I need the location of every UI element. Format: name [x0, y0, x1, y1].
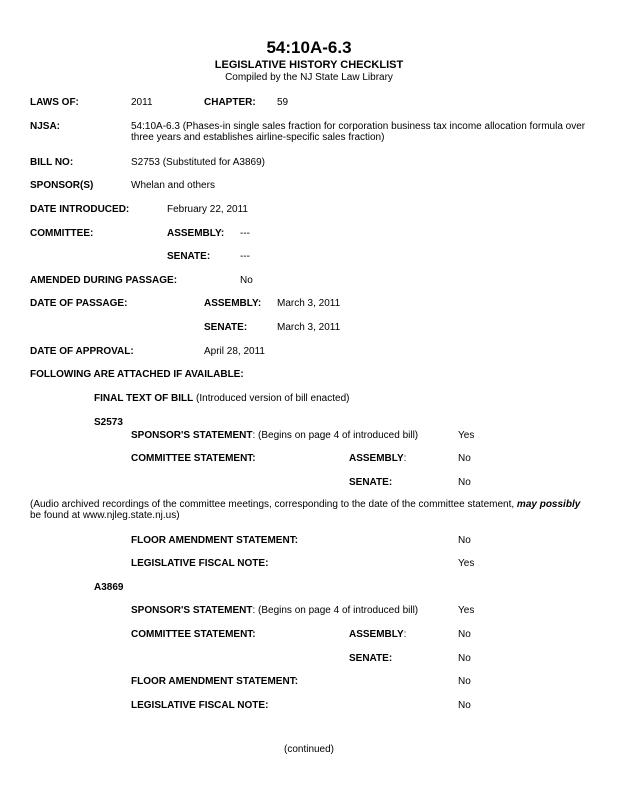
- s2573-sponsor-statement-label: SPONSOR'S STATEMENT: [131, 430, 253, 441]
- s2573-sponsor-statement-note: : (Begins on page 4 of introduced bill): [252, 430, 419, 441]
- s2573-sponsor-statement-value: Yes: [458, 430, 475, 441]
- passage-senate-value: March 3, 2011: [277, 322, 341, 333]
- amended-value: No: [240, 275, 253, 286]
- a3869-sponsor-statement-value: Yes: [458, 605, 475, 616]
- s2573-senate-value: No: [458, 477, 471, 488]
- date-of-passage-label: DATE OF PASSAGE:: [30, 298, 128, 309]
- chapter-value: 59: [277, 97, 289, 108]
- committee-assembly-value: ---: [240, 228, 250, 239]
- s2573-assembly-value: No: [458, 453, 471, 464]
- a3869-floor-label: FLOOR AMENDMENT STATEMENT:: [131, 676, 299, 687]
- a3869-sponsor-statement-note: : (Begins on page 4 of introduced bill): [252, 605, 419, 616]
- date-of-approval-label: DATE OF APPROVAL:: [30, 346, 134, 357]
- s2573-fiscal-value: Yes: [458, 558, 475, 569]
- audio-note-line2: be found at www.njleg.state.nj.us): [30, 510, 180, 521]
- a3869-heading: A3869: [94, 582, 124, 593]
- committee-senate-label: SENATE:: [167, 251, 211, 262]
- page-subtitle: LEGISLATIVE HISTORY CHECKLIST: [214, 59, 404, 71]
- final-text-row: [94, 393, 349, 405]
- s2573-committee-label: COMMITTEE STATEMENT:: [131, 453, 256, 464]
- a3869-senate-value: No: [458, 653, 471, 664]
- a3869-assembly-label: ASSEMBLY: [349, 629, 404, 640]
- final-text-label: FINAL TEXT OF BILL: [94, 393, 194, 404]
- committee-assembly-label: ASSEMBLY:: [167, 228, 225, 239]
- sponsor-value: Whelan and others: [131, 180, 215, 191]
- a3869-fiscal-value: No: [458, 700, 471, 711]
- a3869-fiscal-label: LEGISLATIVE FISCAL NOTE:: [131, 700, 269, 711]
- a3869-sponsor-statement-label: SPONSOR'S STATEMENT: [131, 605, 253, 616]
- njsa-label: NJSA:: [30, 121, 61, 132]
- amended-label: AMENDED DURING PASSAGE:: [30, 275, 178, 286]
- laws-of-value: 2011: [131, 97, 153, 108]
- sponsor-label: SPONSOR(S): [30, 180, 94, 191]
- committee-label: COMMITTEE:: [30, 228, 94, 239]
- audio-note-text: (Audio archived recordings of the committee meetings, corresponding to the date of the committee statement,: [30, 499, 517, 510]
- a3869-senate-label: SENATE:: [349, 653, 393, 664]
- page-title: 54:10A-6.3: [266, 38, 352, 57]
- attached-heading: FOLLOWING ARE ATTACHED IF AVAILABLE:: [30, 369, 244, 380]
- bill-no-value: S2753 (Substituted for A3869): [131, 157, 265, 168]
- s2573-heading: S2573: [94, 417, 123, 428]
- passage-assembly-label: ASSEMBLY:: [204, 298, 262, 309]
- a3869-sponsor-statement: [131, 605, 418, 617]
- a3869-floor-value: No: [458, 676, 471, 687]
- continued-footer: (continued): [283, 744, 335, 755]
- a3869-committee-label: COMMITTEE STATEMENT:: [131, 629, 256, 640]
- s2573-floor-value: No: [458, 535, 471, 546]
- s2573-assembly-label: ASSEMBLY: [349, 453, 404, 464]
- a3869-assembly-value: No: [458, 629, 471, 640]
- passage-senate-label: SENATE:: [204, 322, 248, 333]
- compiled-by: Compiled by the NJ State Law Library: [225, 72, 393, 83]
- date-introduced-label: DATE INTRODUCED:: [30, 204, 130, 215]
- audio-note-emphasis: may possibly: [516, 499, 581, 510]
- date-of-approval-value: April 28, 2011: [204, 346, 265, 357]
- s2573-floor-label: FLOOR AMENDMENT STATEMENT:: [131, 535, 299, 546]
- bill-no-label: BILL NO:: [30, 157, 74, 168]
- a3869-assembly: ASSEMBLY:: [349, 629, 407, 640]
- s2573-sponsor-statement: [131, 430, 418, 442]
- passage-assembly-value: March 3, 2011: [277, 298, 341, 309]
- s2573-senate-label: SENATE:: [349, 477, 393, 488]
- final-text-note: (Introduced version of bill enacted): [193, 393, 350, 404]
- njsa-description-line1: 54:10A-6.3 (Phases-in single sales fraction for corporation business tax income allocation formula over: [131, 121, 586, 132]
- s2573-assembly: ASSEMBLY:: [349, 453, 407, 464]
- s2573-fiscal-label: LEGISLATIVE FISCAL NOTE:: [131, 558, 269, 569]
- njsa-description-line2: three years and establishes airline-specific sales fraction): [131, 132, 385, 143]
- chapter-label: CHAPTER:: [204, 97, 256, 108]
- date-introduced-value: February 22, 2011: [167, 204, 248, 215]
- laws-of-label: LAWS OF:: [30, 97, 79, 108]
- committee-senate-value: ---: [240, 251, 250, 262]
